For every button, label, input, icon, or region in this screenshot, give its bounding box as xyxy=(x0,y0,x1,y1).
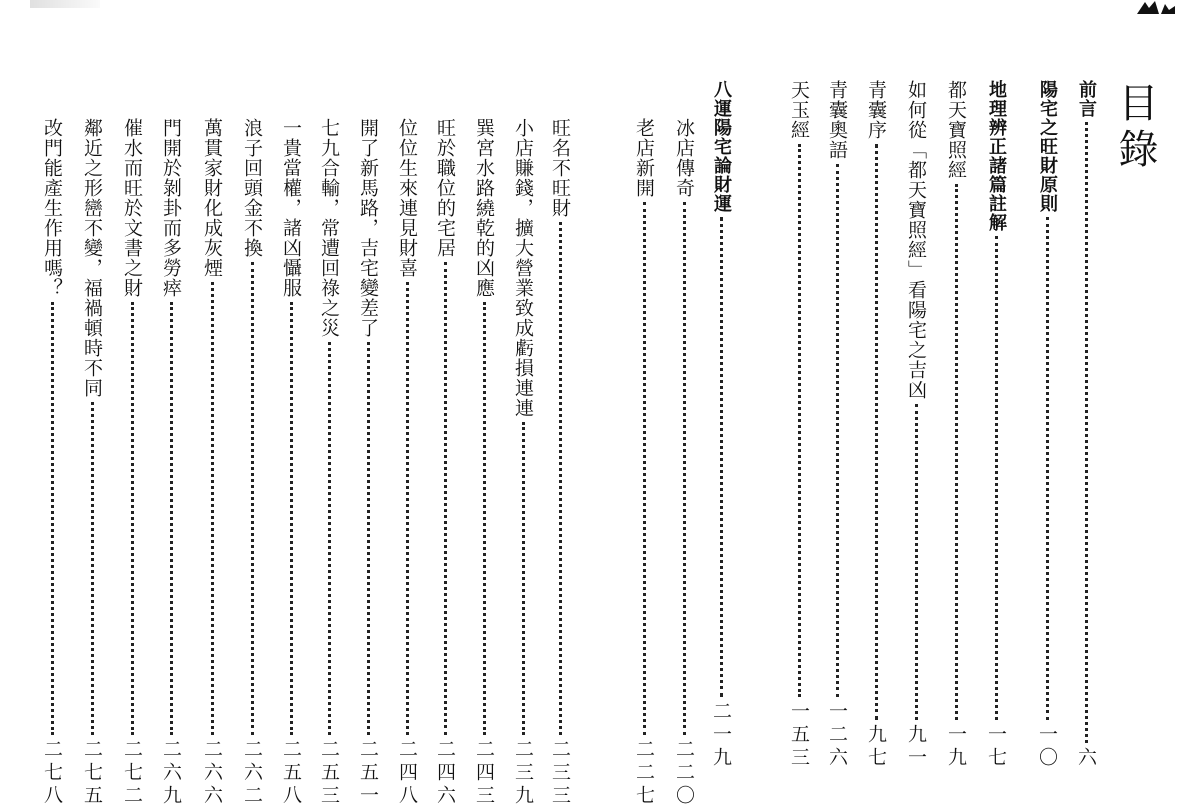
toc-entry[interactable] xyxy=(707,80,735,770)
toc-entry[interactable] xyxy=(1033,80,1061,770)
toc-entry[interactable] xyxy=(431,118,459,808)
toc-entry-page: 一二六 xyxy=(826,701,848,770)
toc-entry-page: 二六六 xyxy=(201,739,223,808)
toc-entry-page: 二六九 xyxy=(160,739,182,808)
leader-dots xyxy=(1085,122,1088,743)
leader-dots xyxy=(643,202,646,735)
leader-dots xyxy=(798,144,801,697)
toc-entry-page: 二四八 xyxy=(396,739,418,808)
leader-dots xyxy=(406,282,409,735)
toc-entry-page: 九七 xyxy=(865,724,887,770)
toc-entry[interactable] xyxy=(78,118,106,808)
leader-dots xyxy=(91,402,94,735)
toc-entry[interactable] xyxy=(862,80,890,770)
toc-entry-page: 一九 xyxy=(945,724,967,770)
leader-dots xyxy=(875,144,878,720)
toc-entry[interactable] xyxy=(902,80,930,770)
toc-entry-page: 一五三 xyxy=(788,701,810,770)
toc-entry[interactable] xyxy=(630,118,658,808)
toc-entry[interactable] xyxy=(315,118,343,808)
toc-entry[interactable] xyxy=(470,118,498,808)
toc-entry-page: 一七 xyxy=(985,724,1007,770)
toc-entry[interactable] xyxy=(277,118,305,808)
toc-entry-text: 小店賺錢，擴大營業致成虧損連連 xyxy=(512,118,534,418)
leader-dots xyxy=(251,262,254,735)
toc-entry-page: 二四六 xyxy=(434,739,456,808)
toc-entry[interactable] xyxy=(785,80,813,770)
toc-entry-text: 天玉經 xyxy=(788,80,810,140)
toc-entry-page: 二七八 xyxy=(41,739,63,808)
toc-entry-page: 二三三 xyxy=(549,739,571,808)
leader-dots xyxy=(290,302,293,735)
toc-entry-page: 二七二 xyxy=(121,739,143,808)
leader-dots xyxy=(559,222,562,735)
leader-dots xyxy=(483,302,486,735)
toc-entry-text: 前言 xyxy=(1076,80,1097,118)
toc-entry-page: 二四三 xyxy=(473,739,495,808)
page-title: 目錄 xyxy=(1112,82,1158,174)
toc-entry-page: 二三九 xyxy=(512,739,534,808)
leader-dots xyxy=(131,302,134,735)
publisher-mark-icon xyxy=(1135,0,1177,16)
toc-entry-text: 巽宮水路繞乾的凶應 xyxy=(473,118,495,298)
leader-dots xyxy=(1046,217,1049,720)
toc-entry-page: 二五八 xyxy=(280,739,302,808)
leader-dots xyxy=(170,302,173,735)
toc-entry[interactable] xyxy=(38,118,66,808)
leader-dots xyxy=(211,282,214,735)
toc-entry[interactable] xyxy=(670,118,698,808)
toc-entry-page: 二一九 xyxy=(710,701,732,770)
leader-dots xyxy=(683,202,686,735)
toc-entry[interactable] xyxy=(118,118,146,808)
toc-entry[interactable] xyxy=(1072,80,1100,770)
leader-dots xyxy=(720,217,723,697)
toc-entry-text: 旺於職位的宅居 xyxy=(434,118,456,258)
toc-entry-text: 地理辨正諸篇註解 xyxy=(986,80,1007,232)
toc-entry[interactable] xyxy=(942,80,970,770)
leader-dots xyxy=(328,342,331,735)
toc-entry-text: 旺名不旺財 xyxy=(549,118,571,218)
toc-entry-page: 二二七 xyxy=(633,739,655,808)
toc-entry-text: 改門能產生作用嗎？ xyxy=(41,118,63,298)
toc-entry-text: 老店新開 xyxy=(633,118,655,198)
toc-entry[interactable] xyxy=(198,118,226,808)
toc-entry[interactable] xyxy=(546,118,574,808)
toc-entry[interactable] xyxy=(982,80,1010,770)
toc-entry-text: 青囊奧語 xyxy=(826,80,848,160)
leader-dots xyxy=(444,262,447,735)
toc-entry-page: 六 xyxy=(1075,747,1097,770)
toc-entry-text: 七九合輸，常遭回祿之災 xyxy=(318,118,340,338)
toc-entry-page: 二五一 xyxy=(357,739,379,808)
toc-entry-page: 一〇 xyxy=(1036,724,1058,770)
toc-entry-text: 鄰近之形巒不變，福禍頓時不同 xyxy=(81,118,103,398)
toc-entry-text: 門開於剝卦而多勞瘁 xyxy=(160,118,182,298)
toc-entry-text: 如何從「都天寶照經」看陽宅之吉凶 xyxy=(905,80,927,400)
toc-entry-page: 二七五 xyxy=(81,739,103,808)
toc-entry-text: 萬貫家財化成灰煙 xyxy=(201,118,223,278)
toc-entry-text: 浪子回頭金不換 xyxy=(241,118,263,258)
toc-entry-text: 一貴當權，諸凶懾服 xyxy=(280,118,302,298)
leader-dots xyxy=(51,302,54,735)
scan-smudge xyxy=(30,0,100,8)
leader-dots xyxy=(995,236,998,720)
toc-entry-text: 青囊序 xyxy=(865,80,887,140)
leader-dots xyxy=(955,184,958,720)
leader-dots xyxy=(522,422,525,735)
toc-entry-text: 催水而旺於文書之財 xyxy=(121,118,143,298)
toc-entry-text: 開了新馬路，吉宅變差了 xyxy=(357,118,379,338)
leader-dots xyxy=(836,164,839,697)
toc-entry[interactable] xyxy=(823,80,851,770)
toc-entry-text: 陽宅之旺財原則 xyxy=(1037,80,1058,213)
leader-dots xyxy=(367,342,370,735)
toc-entry-text: 冰店傳奇 xyxy=(673,118,695,198)
toc-entry-text: 八運陽宅論財運 xyxy=(711,80,732,213)
toc-entry[interactable] xyxy=(393,118,421,808)
toc-entry[interactable] xyxy=(354,118,382,808)
toc-entry[interactable] xyxy=(509,118,537,808)
toc-entry-page: 二五三 xyxy=(318,739,340,808)
toc-entry-page: 九一 xyxy=(905,724,927,770)
toc-entry-page: 二六二 xyxy=(241,739,263,808)
toc-entry[interactable] xyxy=(157,118,185,808)
toc-entry-text: 都天寶照經 xyxy=(945,80,967,180)
toc-entry-page: 二二〇 xyxy=(673,739,695,808)
toc-entry-text: 位位生來連見財喜 xyxy=(396,118,418,278)
leader-dots xyxy=(915,404,918,720)
toc-entry[interactable] xyxy=(238,118,266,808)
